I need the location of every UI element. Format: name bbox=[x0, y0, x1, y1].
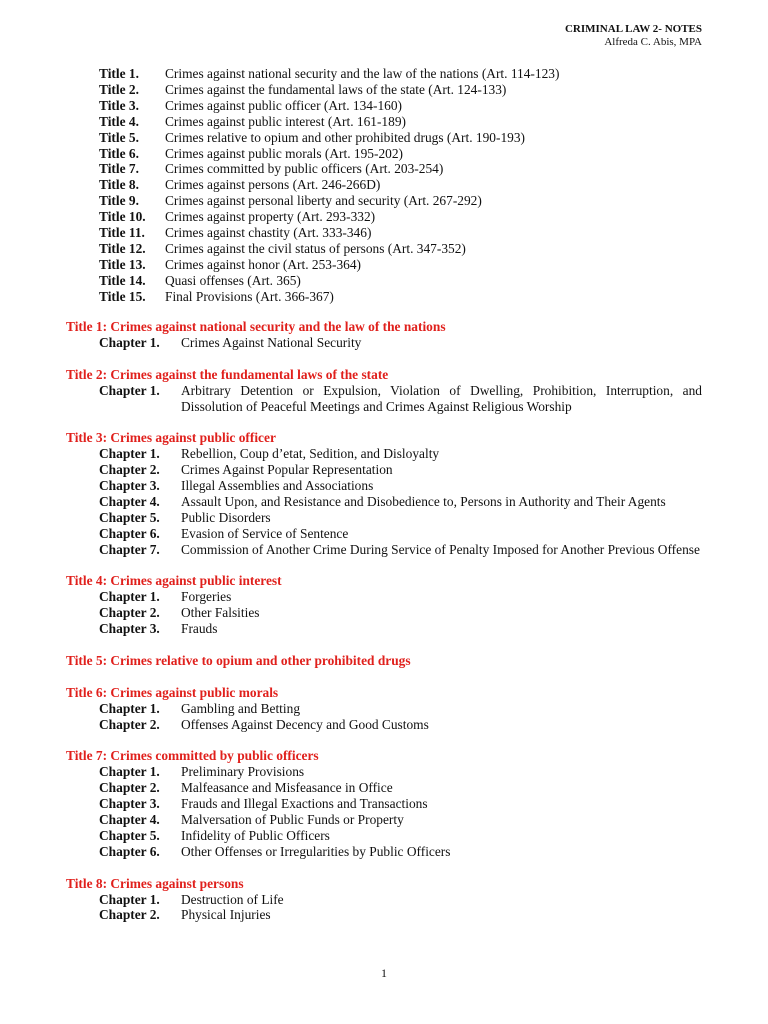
chapter-label: Chapter 2. bbox=[99, 462, 160, 478]
title-text: Crimes against the civil status of persons (Art. 347-352) bbox=[165, 240, 466, 256]
title-label: Title 12. bbox=[99, 240, 146, 256]
sections-list bbox=[66, 319, 702, 939]
chapter-text: Other Offenses or Irregularities by Public Officers bbox=[181, 843, 451, 859]
title-text: Crimes against persons (Art. 246-266D) bbox=[165, 177, 381, 193]
page-number: 1 bbox=[381, 966, 387, 980]
title-text: Crimes against chastity (Art. 333-346) bbox=[165, 225, 372, 241]
title-text: Quasi offenses (Art. 365) bbox=[165, 272, 301, 288]
title-label: Title 5. bbox=[99, 129, 139, 145]
section bbox=[66, 573, 702, 637]
section bbox=[66, 319, 702, 351]
chapter-label: Chapter 5. bbox=[99, 827, 160, 843]
chapter-text: Assault Upon, and Resistance and Disobedience to, Persons in Authority and Their Agents bbox=[181, 493, 666, 509]
chapter-row bbox=[66, 494, 702, 510]
chapter-row bbox=[66, 526, 702, 542]
title-label: Title 3. bbox=[99, 97, 139, 113]
title-text: Final Provisions (Art. 366-367) bbox=[165, 288, 334, 304]
title-label: Title 13. bbox=[99, 256, 146, 272]
section-heading: Title 6: Crimes against public morals bbox=[66, 684, 279, 700]
page-header bbox=[565, 23, 702, 49]
chapter-row bbox=[66, 621, 702, 637]
title-text: Crimes against property (Art. 293-332) bbox=[165, 209, 376, 225]
chapter-row bbox=[66, 828, 702, 844]
title-text: Crimes against honor (Art. 253-364) bbox=[165, 256, 361, 272]
title-label: Title 1. bbox=[99, 66, 139, 81]
chapter-text: Illegal Assemblies and Associations bbox=[181, 478, 374, 494]
chapter-label: Chapter 1. bbox=[99, 334, 160, 350]
section-heading: Title 2: Crimes against the fundamental laws of the state bbox=[66, 366, 389, 382]
title-label: Title 11. bbox=[99, 225, 145, 241]
chapter-row bbox=[66, 478, 702, 494]
chapter-text: Physical Injuries bbox=[181, 907, 271, 923]
chapter-row bbox=[66, 796, 702, 812]
title-row bbox=[99, 225, 709, 241]
chapter-text: Preliminary Provisions bbox=[181, 764, 305, 780]
chapter-text: Commission of Another Crime During Service of Penalty Imposed for Another Previous Offense bbox=[181, 541, 700, 557]
chapter-text: Frauds and Illegal Exactions and Transactions bbox=[181, 796, 428, 812]
title-row bbox=[99, 114, 709, 130]
title-row bbox=[99, 289, 709, 305]
title-row bbox=[99, 209, 709, 225]
title-row bbox=[99, 161, 709, 177]
section-heading: Title 8: Crimes against persons bbox=[66, 875, 244, 891]
title-row bbox=[99, 257, 709, 273]
chapter-text: Malfeasance and Misfeasance in Office bbox=[181, 780, 393, 796]
chapter-text: Offenses Against Decency and Good Customs bbox=[181, 716, 429, 732]
chapter-text: Crimes Against Popular Representation bbox=[181, 462, 393, 478]
chapter-text: Frauds bbox=[181, 621, 218, 637]
title-label: Title 8. bbox=[99, 177, 139, 193]
title-text: Crimes against public morals (Art. 195-202) bbox=[165, 145, 404, 161]
title-text: Crimes against national security and the law of the nations (Art. 114-123) bbox=[165, 66, 560, 81]
chapter-row bbox=[66, 812, 702, 828]
title-row bbox=[99, 273, 709, 289]
chapter-row bbox=[66, 844, 702, 860]
chapter-row bbox=[66, 764, 702, 780]
title-label: Title 4. bbox=[99, 113, 139, 129]
section bbox=[66, 367, 702, 415]
title-label: Title 14. bbox=[99, 272, 146, 288]
title-text: Crimes against the fundamental laws of the state (Art. 124-133) bbox=[165, 81, 507, 97]
chapter-row bbox=[66, 701, 702, 717]
document-author: Alfreda C. Abis, MPA bbox=[604, 36, 702, 48]
title-label: Title 15. bbox=[99, 288, 146, 304]
chapter-label: Chapter 1. bbox=[99, 589, 160, 605]
chapter-text: Forgeries bbox=[181, 589, 232, 605]
chapter-label: Chapter 1. bbox=[99, 891, 160, 907]
title-row bbox=[99, 241, 709, 257]
chapter-label: Chapter 6. bbox=[99, 525, 160, 541]
section bbox=[66, 685, 702, 733]
title-label: Title 6. bbox=[99, 145, 139, 161]
chapter-label: Chapter 3. bbox=[99, 796, 160, 812]
section bbox=[66, 876, 702, 924]
chapter-row bbox=[66, 717, 702, 733]
chapter-row bbox=[66, 605, 702, 621]
chapter-label: Chapter 1. bbox=[99, 700, 160, 716]
section-heading: Title 1: Crimes against national security and the law of the nations bbox=[66, 319, 446, 334]
section-heading: Title 4: Crimes against public interest bbox=[66, 573, 282, 589]
chapter-row bbox=[66, 892, 702, 908]
title-text: Crimes committed by public officers (Art. 203-254) bbox=[165, 161, 444, 177]
chapter-row bbox=[66, 780, 702, 796]
section bbox=[66, 430, 702, 557]
chapter-label: Chapter 4. bbox=[99, 493, 160, 509]
title-row bbox=[99, 66, 709, 82]
title-row bbox=[99, 130, 709, 146]
chapter-row bbox=[66, 335, 702, 351]
chapter-text: Evasion of Service of Sentence bbox=[181, 525, 349, 541]
chapter-row bbox=[66, 907, 702, 923]
chapter-text: Malversation of Public Funds or Property bbox=[181, 812, 404, 827]
title-row bbox=[99, 193, 709, 209]
chapter-text: Arbitrary Detention or Expulsion, Violation of Dwelling, Prohibition, Interruption, and Dissolution of Peaceful Meetings and Crimes Against Religious Worship bbox=[181, 382, 702, 414]
chapter-text: Infidelity of Public Officers bbox=[181, 827, 330, 843]
chapter-label: Chapter 2. bbox=[99, 780, 160, 796]
chapter-label: Chapter 7. bbox=[99, 541, 160, 557]
chapter-text: Gambling and Betting bbox=[181, 700, 301, 716]
chapter-label: Chapter 4. bbox=[99, 812, 160, 827]
chapter-label: Chapter 3. bbox=[99, 478, 160, 494]
title-text: Crimes against personal liberty and security (Art. 267-292) bbox=[165, 193, 482, 209]
title-label: Title 10. bbox=[99, 209, 146, 225]
title-row bbox=[99, 98, 709, 114]
section bbox=[66, 653, 702, 669]
chapter-row bbox=[66, 510, 702, 526]
titles-list bbox=[99, 66, 709, 305]
document-title: CRIMINAL LAW 2- NOTES bbox=[564, 23, 702, 35]
chapter-text: Rebellion, Coup d’etat, Sedition, and Disloyalty bbox=[181, 446, 440, 462]
chapter-label: Chapter 6. bbox=[99, 843, 160, 859]
chapter-row bbox=[66, 589, 702, 605]
chapter-label: Chapter 5. bbox=[99, 509, 160, 525]
title-text: Crimes relative to opium and other prohibited drugs (Art. 190-193) bbox=[165, 129, 525, 145]
title-row bbox=[99, 177, 709, 193]
title-label: Title 9. bbox=[99, 193, 139, 209]
chapter-label: Chapter 2. bbox=[99, 605, 160, 621]
section-heading: Title 7: Crimes committed by public officers bbox=[66, 748, 319, 764]
section-heading: Title 3: Crimes against public officer bbox=[66, 430, 276, 446]
title-row bbox=[99, 146, 709, 162]
title-text: Crimes against public officer (Art. 134-160) bbox=[165, 97, 403, 113]
chapter-row bbox=[66, 462, 702, 478]
chapter-label: Chapter 3. bbox=[99, 621, 160, 637]
chapter-label: Chapter 2. bbox=[99, 907, 160, 923]
chapter-row bbox=[66, 446, 702, 462]
title-text: Crimes against public interest (Art. 161-189) bbox=[165, 113, 406, 129]
chapter-label: Chapter 1. bbox=[99, 382, 160, 398]
chapter-label: Chapter 2. bbox=[99, 716, 160, 732]
chapter-label: Chapter 1. bbox=[99, 446, 160, 462]
title-label: Title 2. bbox=[99, 81, 139, 97]
section-heading: Title 5: Crimes relative to opium and other prohibited drugs bbox=[66, 652, 411, 668]
chapter-text: Destruction of Life bbox=[181, 891, 284, 907]
section bbox=[66, 748, 702, 859]
chapter-label: Chapter 1. bbox=[99, 764, 160, 780]
title-label: Title 7. bbox=[99, 161, 139, 177]
chapter-row bbox=[66, 383, 702, 415]
chapter-text: Crimes Against National Security bbox=[181, 334, 362, 350]
chapter-text: Other Falsities bbox=[181, 605, 260, 621]
title-row bbox=[99, 82, 709, 98]
chapter-row bbox=[66, 542, 702, 558]
chapter-text: Public Disorders bbox=[181, 509, 271, 525]
